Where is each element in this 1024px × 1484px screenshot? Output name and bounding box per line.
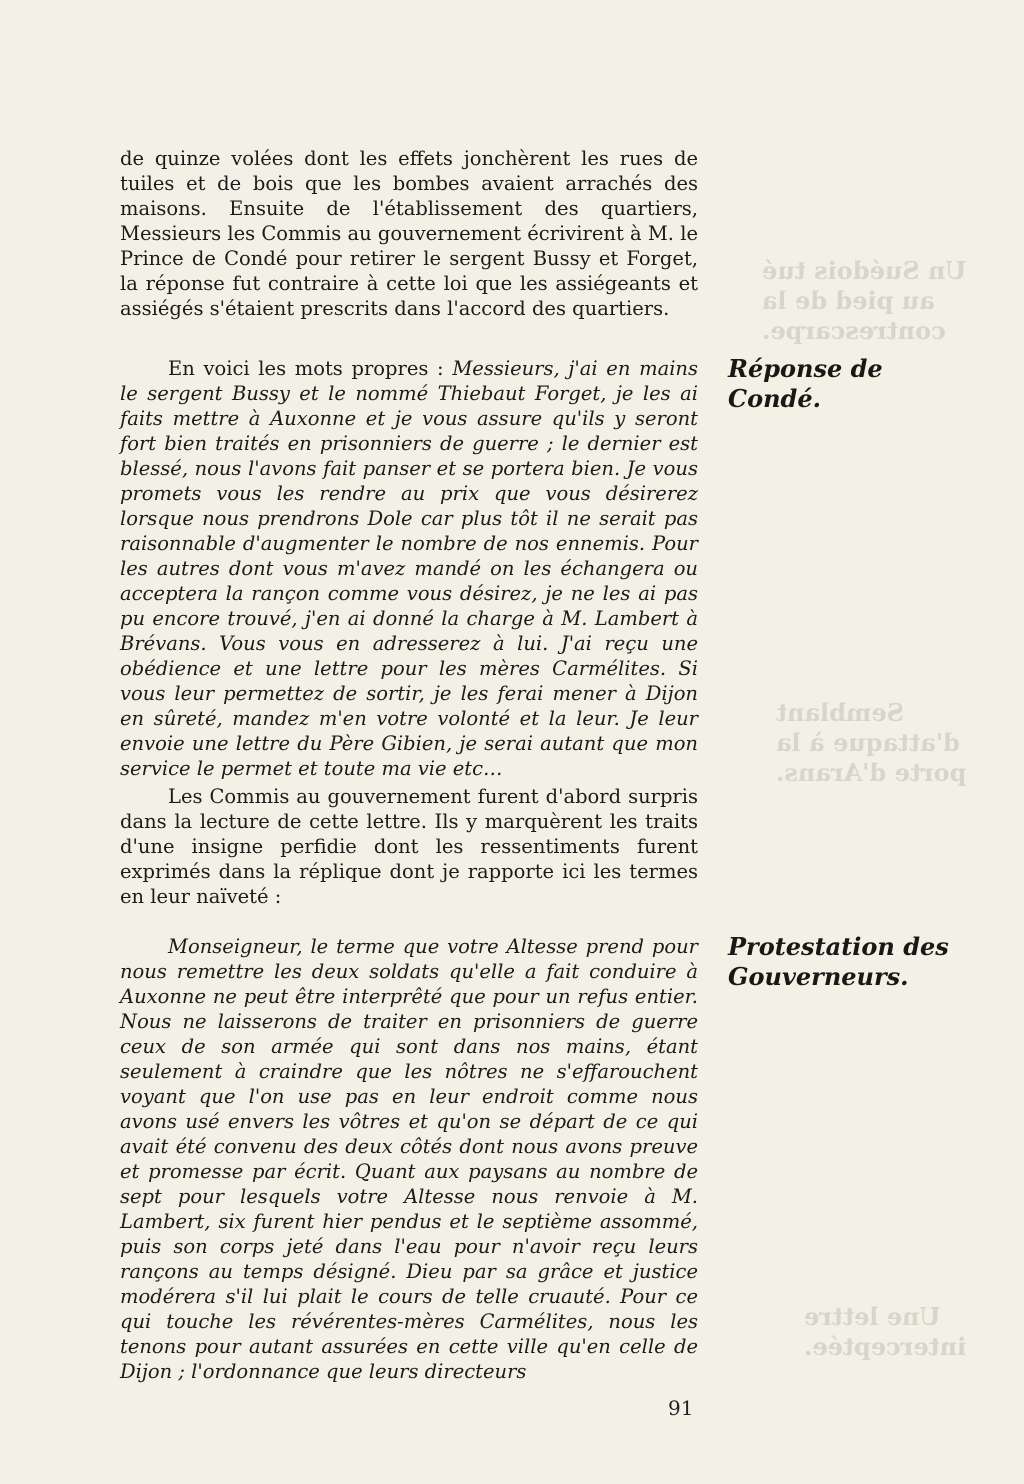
bleed-through-note-2	[776, 698, 966, 788]
margin-note-line: Réponse de	[728, 354, 883, 383]
paragraph-2-intro: En voici les mots propres :	[168, 357, 453, 380]
conde-letter-quote: Messieurs, j'ai en mains le sergent Bussy et le nommé Thiebaut Forget, je les ai faits mettre à Auxonne et je vous assure qu'ils y seront fort bien traités en prisonniers de guerre ; le dernier est blessé, nous l'avons fait panser et se portera bien. Je vous promets vous les rendre au prix que vous désirerez lorsque nous prendrons Dole car plus tôt il ne serait pas raisonnable d'augmenter le nombre de nos ennemis. Pour les autres dont vous m'avez mandé on les échangera ou acceptera la rançon comme vous désirez, je ne les ai pas pu encore trouvé, j'en ai donné la charge à M. Lambert à Brévans. Vous vous en adresserez à lui. J'ai reçu une obédience et une lettre pour les mères Carmélites. Si vous leur permettez de sortir, je les ferai mener à Dijon en sûreté, mandez m'en votre volonté et la leur. Je leur envoie une lettre du Père Gibien, je serai autant que mon service le permet et toute ma vie etc…	[120, 357, 699, 780]
paragraph-2	[120, 356, 698, 781]
margin-note-line: Gouverneurs.	[728, 962, 909, 991]
margin-note-protestation	[728, 932, 949, 992]
bleed-through-line: Semblant	[775, 698, 904, 727]
bleed-through-line: contrescarpe.	[761, 316, 946, 345]
bleed-through-line: au pied de la	[761, 286, 935, 315]
margin-note-line: Protestation des	[728, 932, 949, 961]
bleed-through-note-3	[804, 1302, 966, 1362]
bleed-through-note-1	[762, 256, 966, 346]
governors-reply-quote: Monseigneur, le terme que votre Altesse prend pour nous remettre les deux soldats qu'elle a fait conduire à Auxonne ne peut être interprêté que pour un refus entier. Nous ne laisserons de traiter en prisonniers de guerre ceux de son armée qui sont dans nos mains, étant seulement à craindre que les nôtres ne s'effarouchent voyant que l'on use pas en leur endroit comme nous avons usé envers les vôtres et qu'on se départ de ce qui avait été convenu des deux côtés dont nous avons preuve et promesse par écrit. Quant aux paysans au nombre de sept pour lesquels votre Altesse nous renvoie à M. Lambert, six furent hier pendus et le septième assommé, puis son corps jeté dans l'eau pour n'avoir reçu leurs rançons au temps désigné. Dieu par sa grâce et justice modérera s'il lui plait le cours de telle cruauté. Pour ce qui touche les révérentes-mères Carmélites, nous les tenons pour autant assurées en cette ville qu'en celle de Dijon ; l'ordonnance que leurs directeurs	[120, 935, 698, 1383]
bleed-through-line: interceptée.	[803, 1332, 966, 1361]
bleed-through-line: Une lettre	[803, 1302, 941, 1331]
paragraph-3: Les Commis au gouvernement furent d'abord surpris dans la lecture de cette lettre. Ils y marquèrent les traits d'une insigne perfidie dont les ressentiments furent exprimés dans la réplique dont je rapporte ici les termes en leur naïveté :	[120, 785, 698, 908]
margin-note-reponse-de-conde	[728, 354, 883, 414]
page-number: 91	[668, 1396, 694, 1420]
paragraph-1: de quinze volées dont les effets jonchèrent les rues de tuiles et de bois que les bombes avaient arrachés des maisons. Ensuite de l'établissement des quartiers, Messieurs les Commis au gouvernement écrivirent à M. le Prince de Condé pour retirer le sergent Bussy et Forget, la réponse fut contraire à cette loi que les assiégeants et assiégés s'étaient prescrits dans l'accord des quartiers.	[120, 147, 698, 320]
margin-note-line: Condé.	[728, 384, 821, 413]
bleed-through-line: porte d'Arans.	[775, 758, 966, 787]
bleed-through-line: d'attaque à la	[775, 728, 960, 757]
bleed-through-line: Un Suédois tué	[761, 256, 966, 285]
